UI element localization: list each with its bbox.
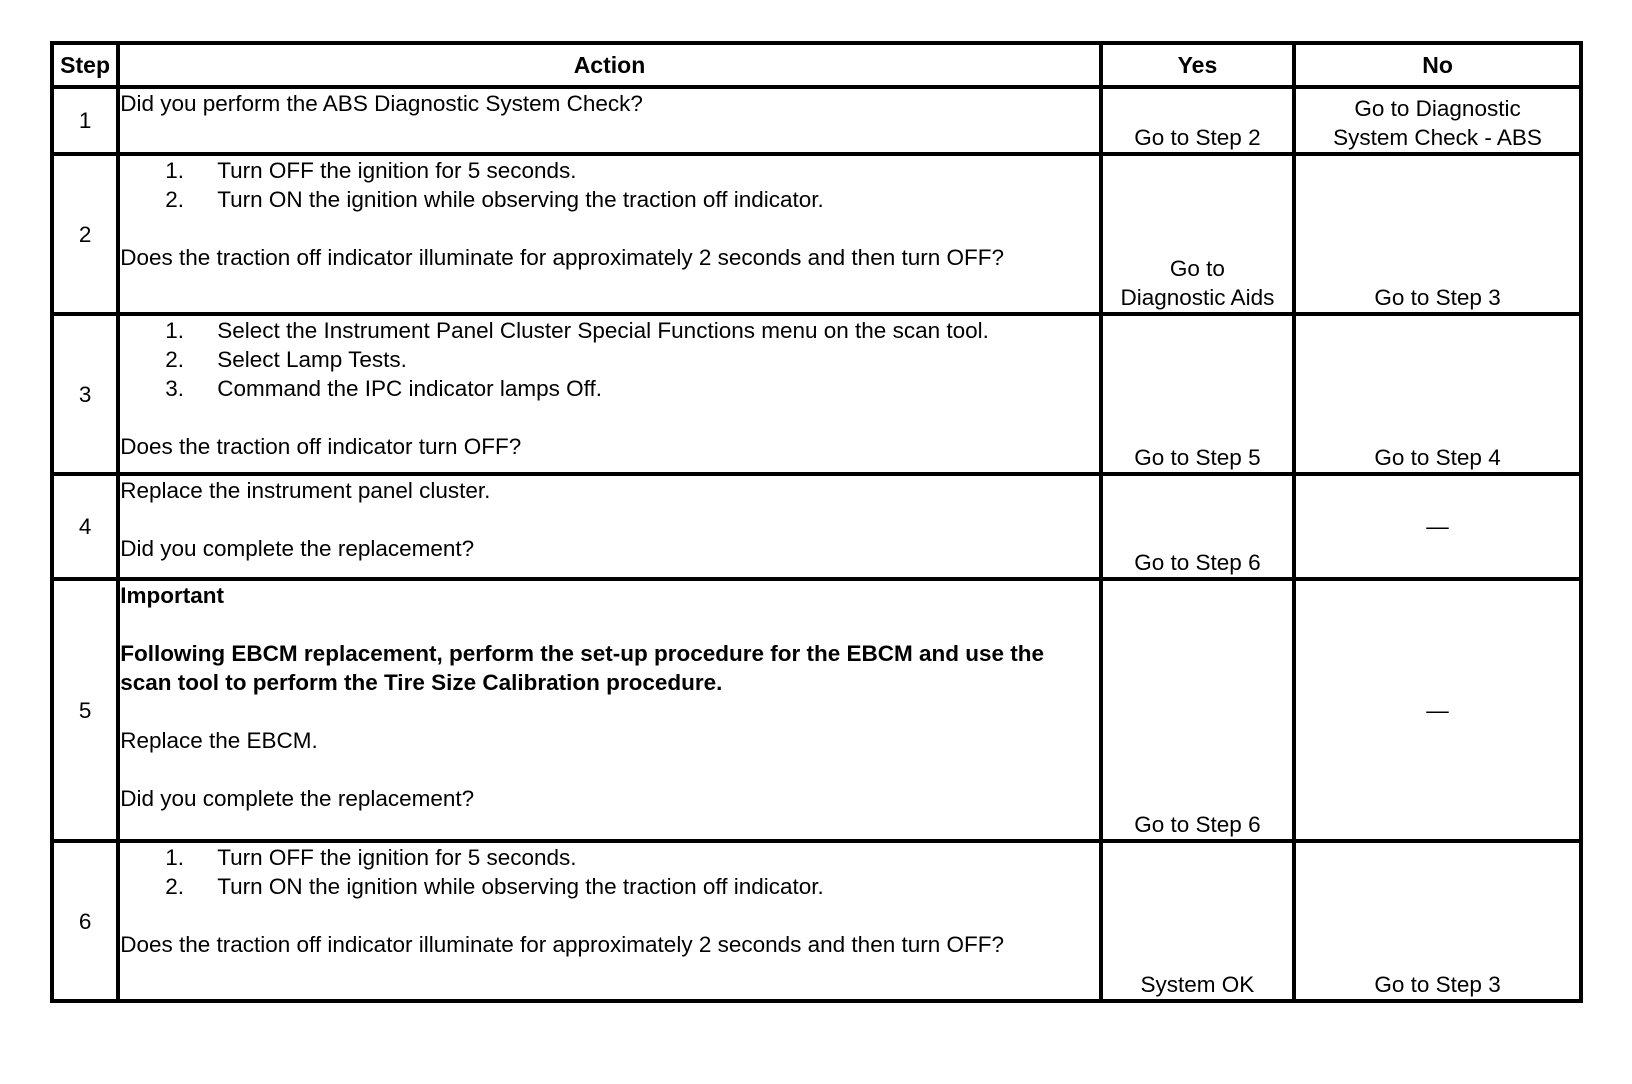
no-cell	[1294, 87, 1581, 154]
list-item: 3. Command the IPC indicator lamps Off.	[165, 376, 602, 401]
list-item: 1. Select the Instrument Panel Cluster Special Functions menu on the scan tool.	[165, 318, 989, 343]
yes-cell	[1101, 87, 1294, 154]
action-cell	[118, 154, 1101, 314]
action-cell	[118, 579, 1101, 841]
list-item: 2. Turn ON the ignition while observing the traction off indicator.	[165, 874, 824, 899]
action-question: Did you complete the replacement?	[120, 786, 475, 811]
table-row	[52, 87, 1581, 154]
no-action: —	[1426, 697, 1449, 723]
yes-action: Go to Step 6	[1134, 812, 1261, 837]
action-cell	[118, 314, 1101, 474]
header-row	[52, 43, 1581, 87]
list-item: 1. Turn OFF the ignition for 5 seconds.	[165, 158, 577, 183]
table-row	[52, 841, 1581, 1001]
no-cell	[1294, 474, 1581, 579]
no-cell	[1294, 154, 1581, 314]
action-cell	[118, 841, 1101, 1001]
yes-action: System OK	[1140, 972, 1255, 997]
yes-action-line1: Go to	[1169, 256, 1225, 281]
list-item: 2. Select Lamp Tests.	[165, 347, 407, 372]
table-row	[52, 579, 1581, 841]
action-question: Does the traction off indicator illuminate for approximately 2 seconds and then turn OFF?	[120, 932, 1004, 957]
diagnostic-table	[50, 41, 1583, 1003]
header-action: Action	[118, 43, 1101, 87]
action-instruction: Replace the EBCM.	[120, 728, 318, 753]
action-cell	[118, 474, 1101, 579]
no-action-line2: System Check - ABS	[1333, 125, 1542, 150]
yes-cell	[1101, 579, 1294, 841]
yes-cell	[1101, 154, 1294, 314]
step-number: 1	[52, 87, 118, 154]
header-yes: Yes	[1101, 43, 1294, 87]
step-number: 2	[52, 154, 118, 314]
step-number: 4	[52, 474, 118, 579]
yes-action: Go to Step 5	[1134, 445, 1261, 470]
action-question: Does the traction off indicator turn OFF?	[120, 434, 522, 459]
action-instruction: Replace the instrument panel cluster.	[120, 478, 491, 503]
no-action: Go to Step 4	[1374, 445, 1501, 470]
action-question: Does the traction off indicator illuminate for approximately 2 seconds and then turn OFF?	[120, 245, 1004, 270]
no-action-line1: Go to Diagnostic	[1354, 96, 1521, 121]
no-action: Go to Step 3	[1374, 972, 1501, 997]
table-row	[52, 154, 1581, 314]
step-number: 3	[52, 314, 118, 474]
step-number: 6	[52, 841, 118, 1001]
action-cell	[118, 87, 1101, 154]
header-step: Step	[52, 43, 118, 87]
list-item: 2. Turn ON the ignition while observing the traction off indicator.	[165, 187, 824, 212]
yes-action: Go to Step 6	[1134, 550, 1261, 575]
yes-cell	[1101, 314, 1294, 474]
yes-cell	[1101, 474, 1294, 579]
table-row	[52, 314, 1581, 474]
yes-action-line2: Diagnostic Aids	[1120, 285, 1275, 310]
no-cell	[1294, 579, 1581, 841]
important-label: Important	[120, 583, 224, 608]
important-note: Following EBCM replacement, perform the set-up procedure for the EBCM and use the scan tool to perform the Tire Size Calibration procedure.	[120, 641, 1045, 695]
no-cell	[1294, 314, 1581, 474]
no-action: —	[1426, 514, 1449, 539]
yes-action: Go to Step 2	[1134, 125, 1261, 150]
no-action: Go to Step 3	[1374, 285, 1501, 310]
yes-cell	[1101, 841, 1294, 1001]
no-cell	[1294, 841, 1581, 1001]
action-question: Did you perform the ABS Diagnostic System Check?	[120, 91, 643, 116]
table-row	[52, 474, 1581, 579]
step-number: 5	[52, 579, 118, 841]
action-question: Did you complete the replacement?	[120, 536, 475, 561]
list-item: 1. Turn OFF the ignition for 5 seconds.	[165, 845, 577, 870]
header-no: No	[1294, 43, 1581, 87]
